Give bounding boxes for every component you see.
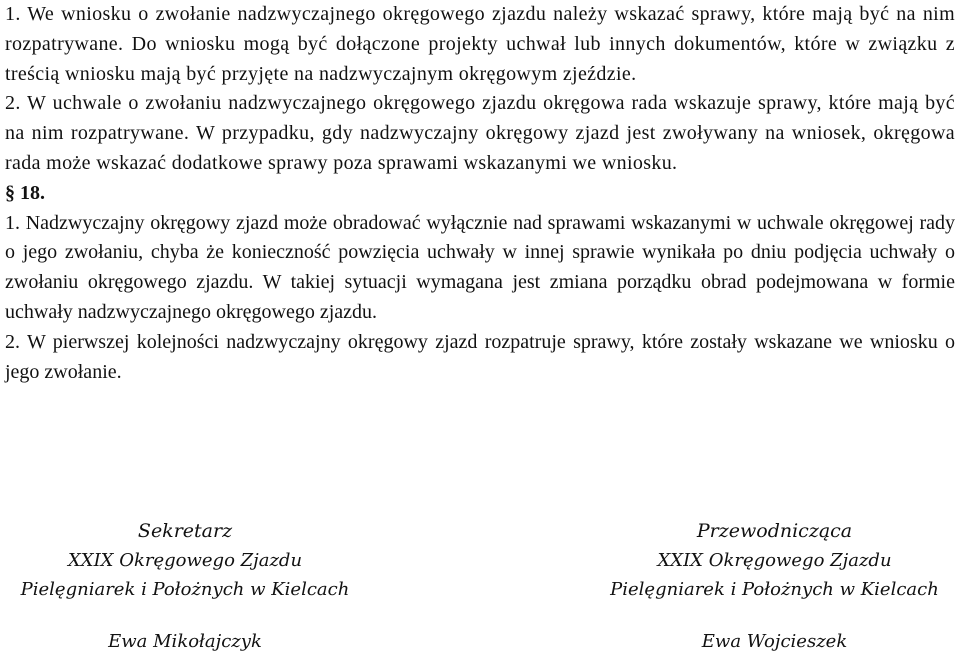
paragraph-18-2: 2. W pierwszej kolejności nadzwyczajny okręgowy zjazd rozpatruje sprawy, które zostały wskazane we wniosku o jego zwołanie. — [5, 330, 955, 383]
signature-line-1: XXIX Okręgowego Zjazdu — [67, 550, 303, 571]
paragraph-18-1: 1. Nadzwyczajny okręgowy zjazd może obradować wyłącznie nad sprawami wskazanymi w uchwale okręgowej rady o jego zwołaniu, chyba że konieczność powzięcia uchwały w innej sprawie wynikała po dniu podjęcia uchwały o zwołaniu okręgowego zjazdu. W takiej sytuacji wymagana jest zmiana porządku obrad podejmowana w formie uchwały nadzwyczajnego okręgowego zjazdu. — [5, 211, 955, 323]
signature-block-secretary — [0, 517, 370, 656]
signature-line-2: Pielęgniarek i Położnych w Kielcach — [20, 579, 350, 600]
signature-name: Ewa Mikołajczyk — [108, 631, 262, 652]
signature-role: Sekretarz — [137, 520, 233, 542]
section-heading-18: § 18. — [5, 181, 45, 204]
document-body — [5, 0, 955, 387]
signature-line-1: XXIX Okręgowego Zjazdu — [657, 550, 892, 571]
signature-block-chairwoman — [590, 517, 959, 656]
signature-name: Ewa Wojcieszek — [701, 631, 848, 652]
paragraph-17-1: 1. We wniosku o zwołanie nadzwyczajnego okręgowego zjazdu należy wskazać sprawy, które mają być na nim rozpatrywane. Do wniosku mogą być dołączone projekty uchwał lub innych dokumentów, które w związku z treścią wniosku mają być przyjęte na nadzwyczajnym okręgowym zjeździe. — [5, 3, 955, 85]
signature-line-2: Pielęgniarek i Położnych w Kielcach — [610, 579, 939, 600]
paragraph-17-2: 2. W uchwale o zwołaniu nadzwyczajnego okręgowego zjazdu okręgowa rada wskazuje sprawy, które mają być na nim rozpatrywane. W przypadku, gdy nadzwyczajny okręgowy zjazd jest zwoływany na wniosek, okręgowa rada może wskazać dodatkowe sprawy poza sprawami wskazanymi we wniosku. — [5, 92, 955, 174]
signature-role: Przewodnicząca — [696, 520, 853, 542]
